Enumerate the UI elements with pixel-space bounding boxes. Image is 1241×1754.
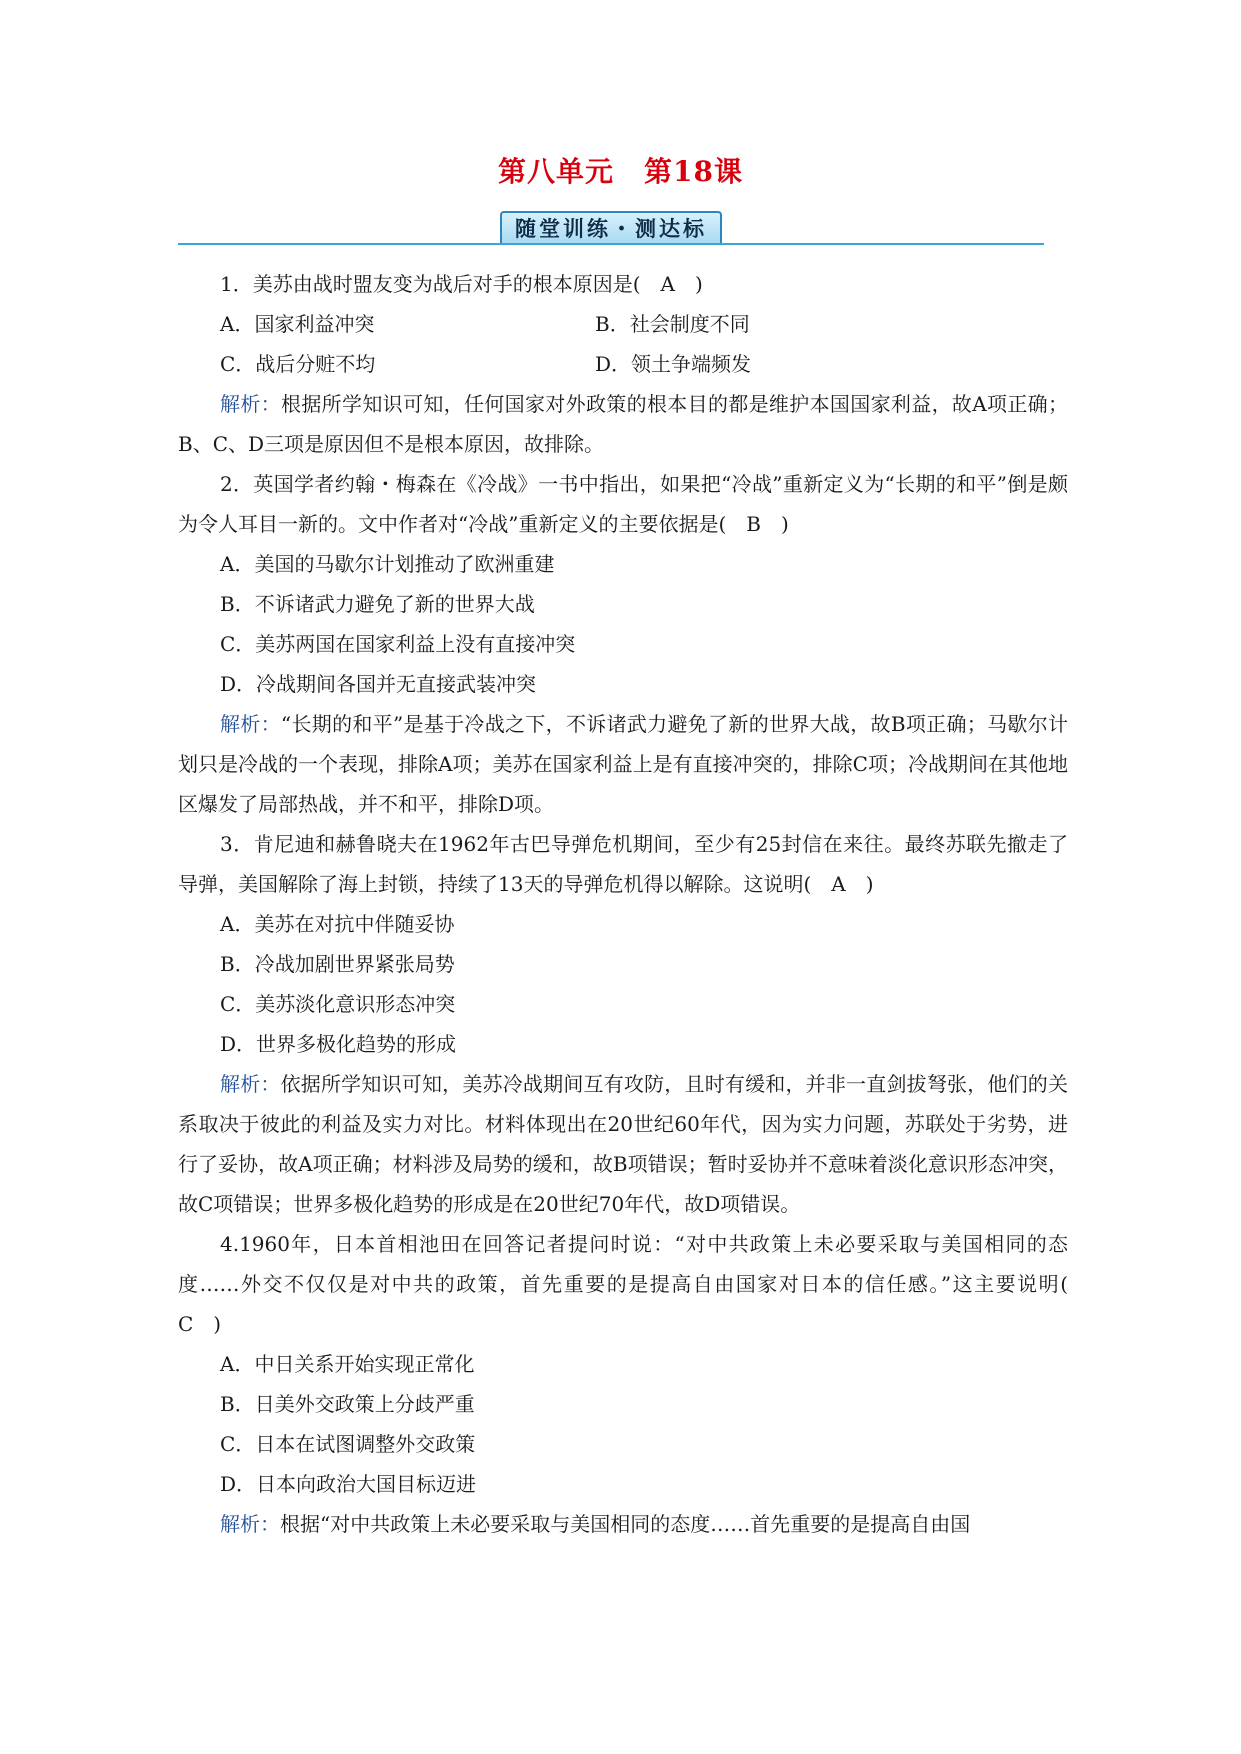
question-4 <box>178 1224 1088 1544</box>
option-d: D．世界多极化趋势的形成 <box>220 1032 457 1056</box>
analysis-label: 解析： <box>220 712 281 736</box>
analysis <box>178 1504 1068 1544</box>
option-b: B．日美外交政策上分歧严重 <box>220 1392 475 1416</box>
option-c: C．战后分赃不均 <box>220 352 376 376</box>
analysis-label: 解析： <box>220 1512 280 1536</box>
page-title <box>0 150 1241 190</box>
option-b: B．社会制度不同 <box>595 312 750 336</box>
option-d: D．领土争端频发 <box>595 352 752 376</box>
option-a: A．美苏在对抗中伴随妥协 <box>220 912 455 936</box>
option-d: D．冷战期间各国并无直接武装冲突 <box>220 672 537 696</box>
option-a: A．国家利益冲突 <box>220 312 375 336</box>
option-c: C．美苏淡化意识形态冲突 <box>220 992 456 1016</box>
question-3 <box>178 824 1068 1224</box>
question-2 <box>178 464 1068 824</box>
option-b: B．不诉诸武力避免了新的世界大战 <box>220 592 535 616</box>
option-b: B．冷战加剧世界紧张局势 <box>220 952 455 976</box>
analysis-text: “长期的和平”是基于冷战之下，不诉诸武力避免了新的世界大战，故B项正确；马歇尔计划只是冷战的一个表现，排除A项；美苏在国家利益上是有直接冲突的，排除C项；冷战期间在其他地区爆发了局部热战，并不和平，排除D项。 <box>178 712 1068 816</box>
option-c: C．日本在试图调整外交政策 <box>220 1432 476 1456</box>
analysis-text: 根据“对中共政策上未必要采取与美国相同的态度……首先重要的是提高自由国 <box>280 1512 971 1536</box>
section-badge: 随堂训练・测达标 <box>500 211 722 243</box>
header-divider <box>178 243 1044 245</box>
option-a: A．美国的马歇尔计划推动了欧洲重建 <box>220 552 555 576</box>
lesson-title: 第18课 <box>644 155 743 188</box>
unit-title: 第八单元 <box>498 155 615 188</box>
analysis <box>178 1064 1068 1224</box>
question-stem: 2．英国学者约翰・梅森在《冷战》一书中指出，如果把“冷战”重新定义为“长期的和平”倒是颇为令人耳目一新的。文中作者对“冷战”重新定义的主要依据是( B ) <box>178 472 1068 536</box>
question-list <box>178 264 1088 1544</box>
analysis <box>178 384 1068 464</box>
option-c: C．美苏两国在国家利益上没有直接冲突 <box>220 632 576 656</box>
option-row <box>178 344 1068 384</box>
option-row <box>178 304 1068 344</box>
analysis <box>178 704 1068 824</box>
question-1 <box>178 264 1068 464</box>
option-a: A．中日关系开始实现正常化 <box>220 1352 475 1376</box>
analysis-label: 解析： <box>220 1072 281 1096</box>
analysis-text: 依据所学知识可知，美苏冷战期间互有攻防，且时有缓和，并非一直剑拔弩张，他们的关系取决于彼此的利益及实力对比。材料体现出在20世纪60年代，因为实力问题，苏联处于劣势，进行了妥协，故A项正确；材料涉及局势的缓和，故B项错误；暂时妥协并不意味着淡化意识形态冲突，故C项错误；世界多极化趋势的形成是在20世纪70年代，故D项错误。 <box>178 1072 1069 1216</box>
question-stem: 4.1960年，日本首相池田在回答记者提问时说：“对中共政策上未必要采取与美国相同的态度……外交不仅仅是对中共的政策，首先重要的是提高自由国家对日本的信任感。”这主要说明( C ) <box>178 1232 1088 1336</box>
question-stem: 1．美苏由战时盟友变为战后对手的根本原因是( A ) <box>220 272 703 296</box>
analysis-label: 解析： <box>220 392 281 416</box>
option-d: D．日本向政治大国目标迈进 <box>220 1472 477 1496</box>
analysis-text: 根据所学知识可知，任何国家对外政策的根本目的都是维护本国国家利益，故A项正确；B、C、D三项是原因但不是根本原因，故排除。 <box>178 392 1068 456</box>
question-stem: 3．肯尼迪和赫鲁晓夫在1962年古巴导弹危机期间，至少有25封信在来往。最终苏联先撤走了导弹，美国解除了海上封锁，持续了13天的导弹危机得以解除。这说明( A ) <box>178 832 1068 896</box>
